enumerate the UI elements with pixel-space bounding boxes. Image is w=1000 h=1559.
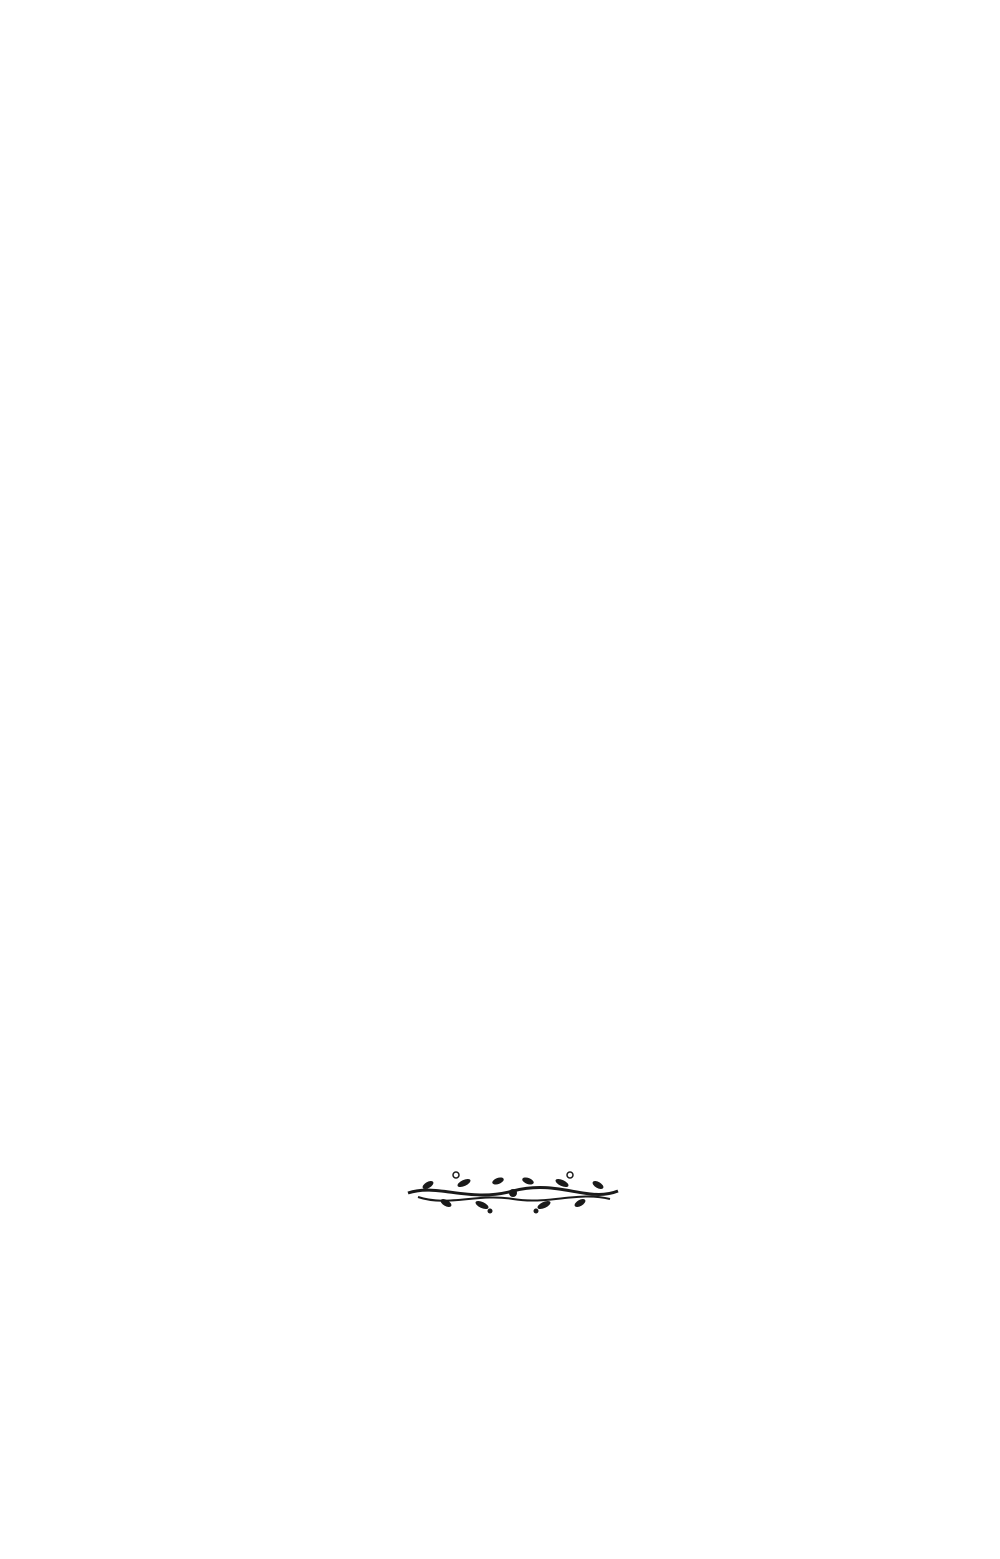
paragraph-bottom <box>140 1268 892 1430</box>
text-line <box>140 1322 892 1376</box>
text-line <box>140 1268 892 1322</box>
floral-vine-ornament-icon <box>398 1163 628 1217</box>
text-line <box>140 1376 892 1430</box>
